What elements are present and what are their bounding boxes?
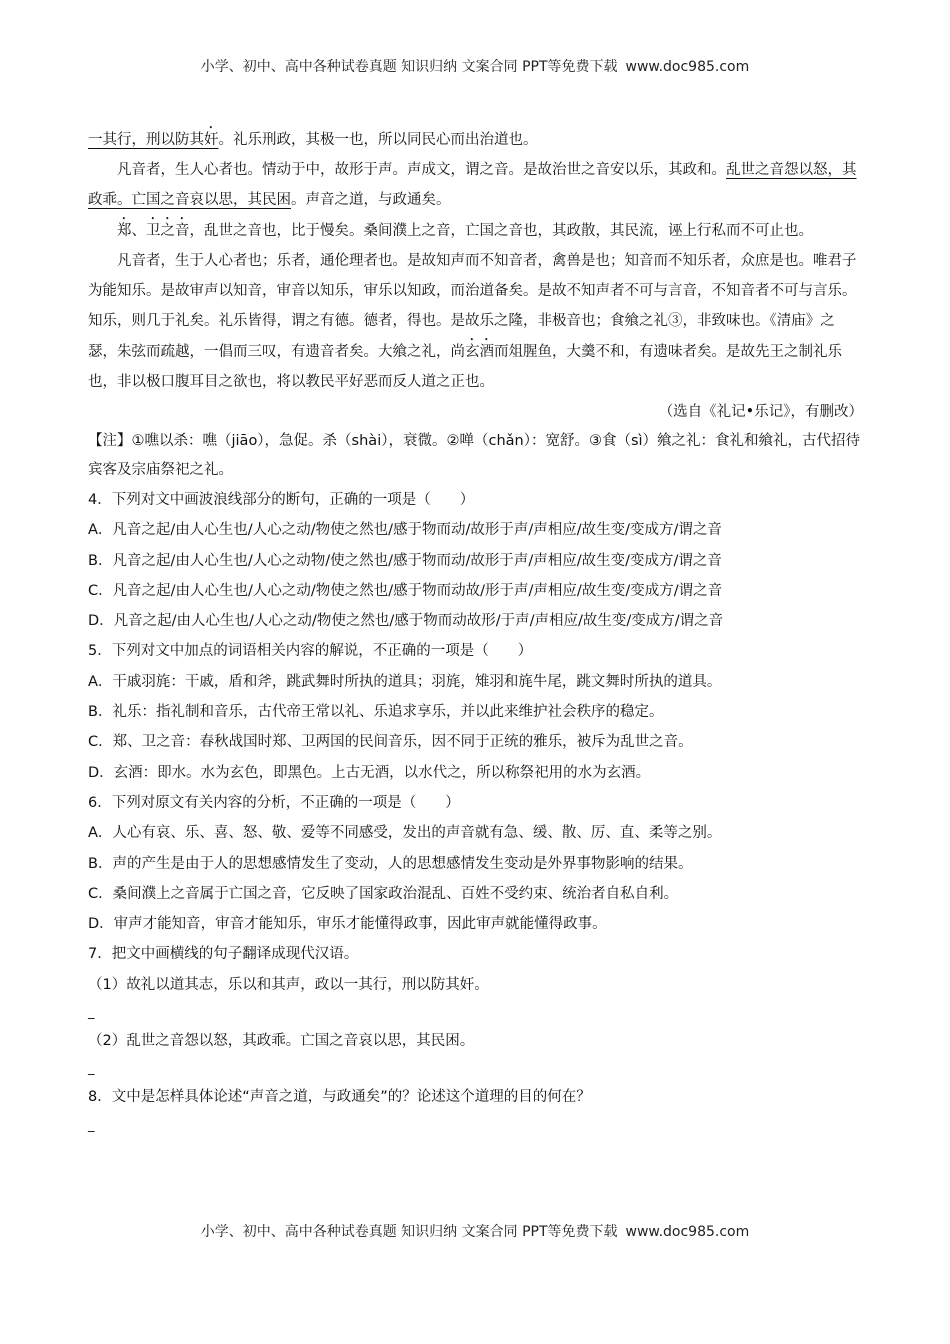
passage-source: （选自《礼记•乐记》，有删改） bbox=[658, 404, 863, 420]
answer-blank-8[interactable]: _ bbox=[88, 1117, 95, 1133]
question-4-option-c: C．凡音之起/由人心生也/人心之动/物使之然也/感于物而动故/形于声/声相应/故生变/变成方/谓之音 bbox=[88, 582, 723, 599]
annotation-note: 【注】①噍以杀：噍（jiāo），急促。杀（shài），衰微。②啴（chǎn）：宽舒。③食（sì）飨之礼：食礼和飨礼，古代招待宾客及宗庙祭祀之礼。 bbox=[88, 433, 861, 478]
page-footer bbox=[0, 1221, 950, 1241]
question-8-stem: 8．文中是怎样具体论述“声音之道，与政通矣”的？论述这个道理的目的何在？ bbox=[88, 1089, 591, 1106]
answer-blank-7-1[interactable]: _ bbox=[88, 1005, 95, 1021]
question-7 bbox=[88, 939, 863, 1082]
passage-line-1: 一其行，刑以防其奸。礼乐刑政，其极一也，所以同民心而出治道也。 bbox=[88, 132, 538, 148]
question-6-option-c: C．桑间濮上之音属于亡国之音，它反映了国家政治混乱、百姓不受约束、统治者自私自利。 bbox=[88, 885, 679, 902]
translation-underline-1: 一其行，刑以防其奸 bbox=[88, 132, 219, 148]
question-5-option-b: B．礼乐：指礼制和音乐，古代帝王常以礼、乐追求享乐，并以此来维护社会秩序的稳定。 bbox=[88, 704, 664, 721]
question-6-option-a: A．人心有哀、乐、喜、怒、敬、爱等不同感受，发出的声音就有急、缓、散、厉、直、柔等之别。 bbox=[88, 825, 722, 842]
question-4 bbox=[88, 485, 863, 636]
question-4-option-a: A．凡音之起/由人心生也/人心之动/物使之然也/感于物而动/故形于声/声相应/故生变/变成方/谓之音 bbox=[88, 522, 722, 539]
header-url[interactable]: www.doc985.com bbox=[625, 59, 750, 75]
question-5 bbox=[88, 636, 863, 787]
question-5-stem: 5．下列对文中加点的词语相关内容的解说，不正确的一项是（ ） bbox=[88, 643, 533, 660]
question-5-option-d: D．玄酒：即水。水为玄色，即黑色。上古无酒，以水代之，所以称祭祀用的水为玄酒。 bbox=[88, 764, 651, 781]
document-body bbox=[88, 124, 863, 1139]
passage-paragraph-4: 凡音者，生于人心者也；乐者，通伦理者也。是故知声而不知音者，禽兽是也；知音而不知乐者，众庶是也。唯君子为能知乐。是故审声以知音，审音以知乐，审乐以知政，而治道备矣。是故不知声者不可与言音，不知音者不可与言乐。知乐，则几于礼矣。礼乐皆得，谓之有德。德者，得也。是故乐之隆，非极音也；食飨之礼③，非致味也。《清庙》之瑟，朱弦而疏越，一倡而三叹，有遗音者矣。大飨之礼，尚玄酒而俎腥鱼，大羹不和，有遗味者矣。是故先王之制礼乐也，非以极口腹耳目之欲也，将以教民平好恶而反人道之正也。 bbox=[88, 253, 857, 390]
question-4-option-b: B．凡音之起/由人心生也/人心之动物/使之然也/感于物而动/故形于声/声相应/故生变/变成方/谓之音 bbox=[88, 552, 722, 569]
question-4-option-d: D．凡音之起/由人心生也/人心之动/物使之然也/感于物而动故形/于声/声相应/故生变/变成方/谓之音 bbox=[88, 613, 724, 630]
dotted-word-xuanjiu: 玄酒 bbox=[465, 344, 494, 360]
translation-underline-2: 乱世之音怨以怒，其政乖。亡国之音哀以思，其民困 bbox=[88, 162, 857, 208]
question-6-option-d: D．审声才能知音，审音才能知乐，审乐才能懂得政事，因此审声就能懂得政事。 bbox=[88, 916, 607, 933]
question-6 bbox=[88, 788, 863, 939]
passage-paragraph-3: 郑、卫之音，乱世之音也，比于慢矣。桑间濮上之音，亡国之音也，其政散，其民流，诬上行私而不可止也。 bbox=[117, 223, 813, 239]
question-6-option-b: B．声的产生是由于人的思想感情发生了变动，人的思想感情发生变动是外界事物影响的结果。 bbox=[88, 855, 693, 872]
footer-url[interactable]: www.doc985.com bbox=[625, 1224, 750, 1240]
question-5-option-a: A．干戚羽旄：干戚，盾和斧，跳武舞时所执的道具；羽旄，雉羽和旄牛尾，跳文舞时所执的道具。 bbox=[88, 673, 722, 690]
question-7-sentence-1: （1）故礼以道其志，乐以和其声，政以一其行，刑以防其奸。 bbox=[88, 976, 489, 993]
question-6-stem: 6．下列对原文有关内容的分析，不正确的一项是（ ） bbox=[88, 794, 460, 811]
question-5-option-c: C．郑、卫之音：春秋战国时郑、卫两国的民间音乐，因不同于正统的雅乐，被斥为乱世之音。 bbox=[88, 734, 693, 751]
passage-paragraph-2: 凡音者，生人心者也。情动于中，故形于声。声成文，谓之音。是故治世之音安以乐，其政和。乱世之音怨以怒，其政乖。亡国之音哀以思，其民困。声音之道，与政通矣。 bbox=[88, 162, 857, 208]
answer-blank-7-2[interactable]: _ bbox=[88, 1061, 95, 1077]
footer-text: 小学、初中、高中各种试卷真题 知识归纳 文案合同 PPT等免费下载 bbox=[200, 1224, 618, 1240]
page-header bbox=[0, 56, 950, 76]
question-8 bbox=[88, 1082, 863, 1138]
question-4-stem: 4．下列对文中画波浪线部分的断句，正确的一项是（ ） bbox=[88, 492, 475, 508]
question-7-stem: 7．把文中画横线的句子翻译成现代汉语。 bbox=[88, 946, 359, 963]
dotted-word-zhengwei: 郑、卫之音 bbox=[117, 223, 190, 239]
question-7-sentence-2: （2）乱世之音怨以怒，其政乖。亡国之音哀以思，其民困。 bbox=[88, 1033, 475, 1050]
header-text: 小学、初中、高中各种试卷真题 知识归纳 文案合同 PPT等免费下载 bbox=[200, 59, 618, 75]
dotted-word-jian: 奸 bbox=[204, 132, 219, 148]
